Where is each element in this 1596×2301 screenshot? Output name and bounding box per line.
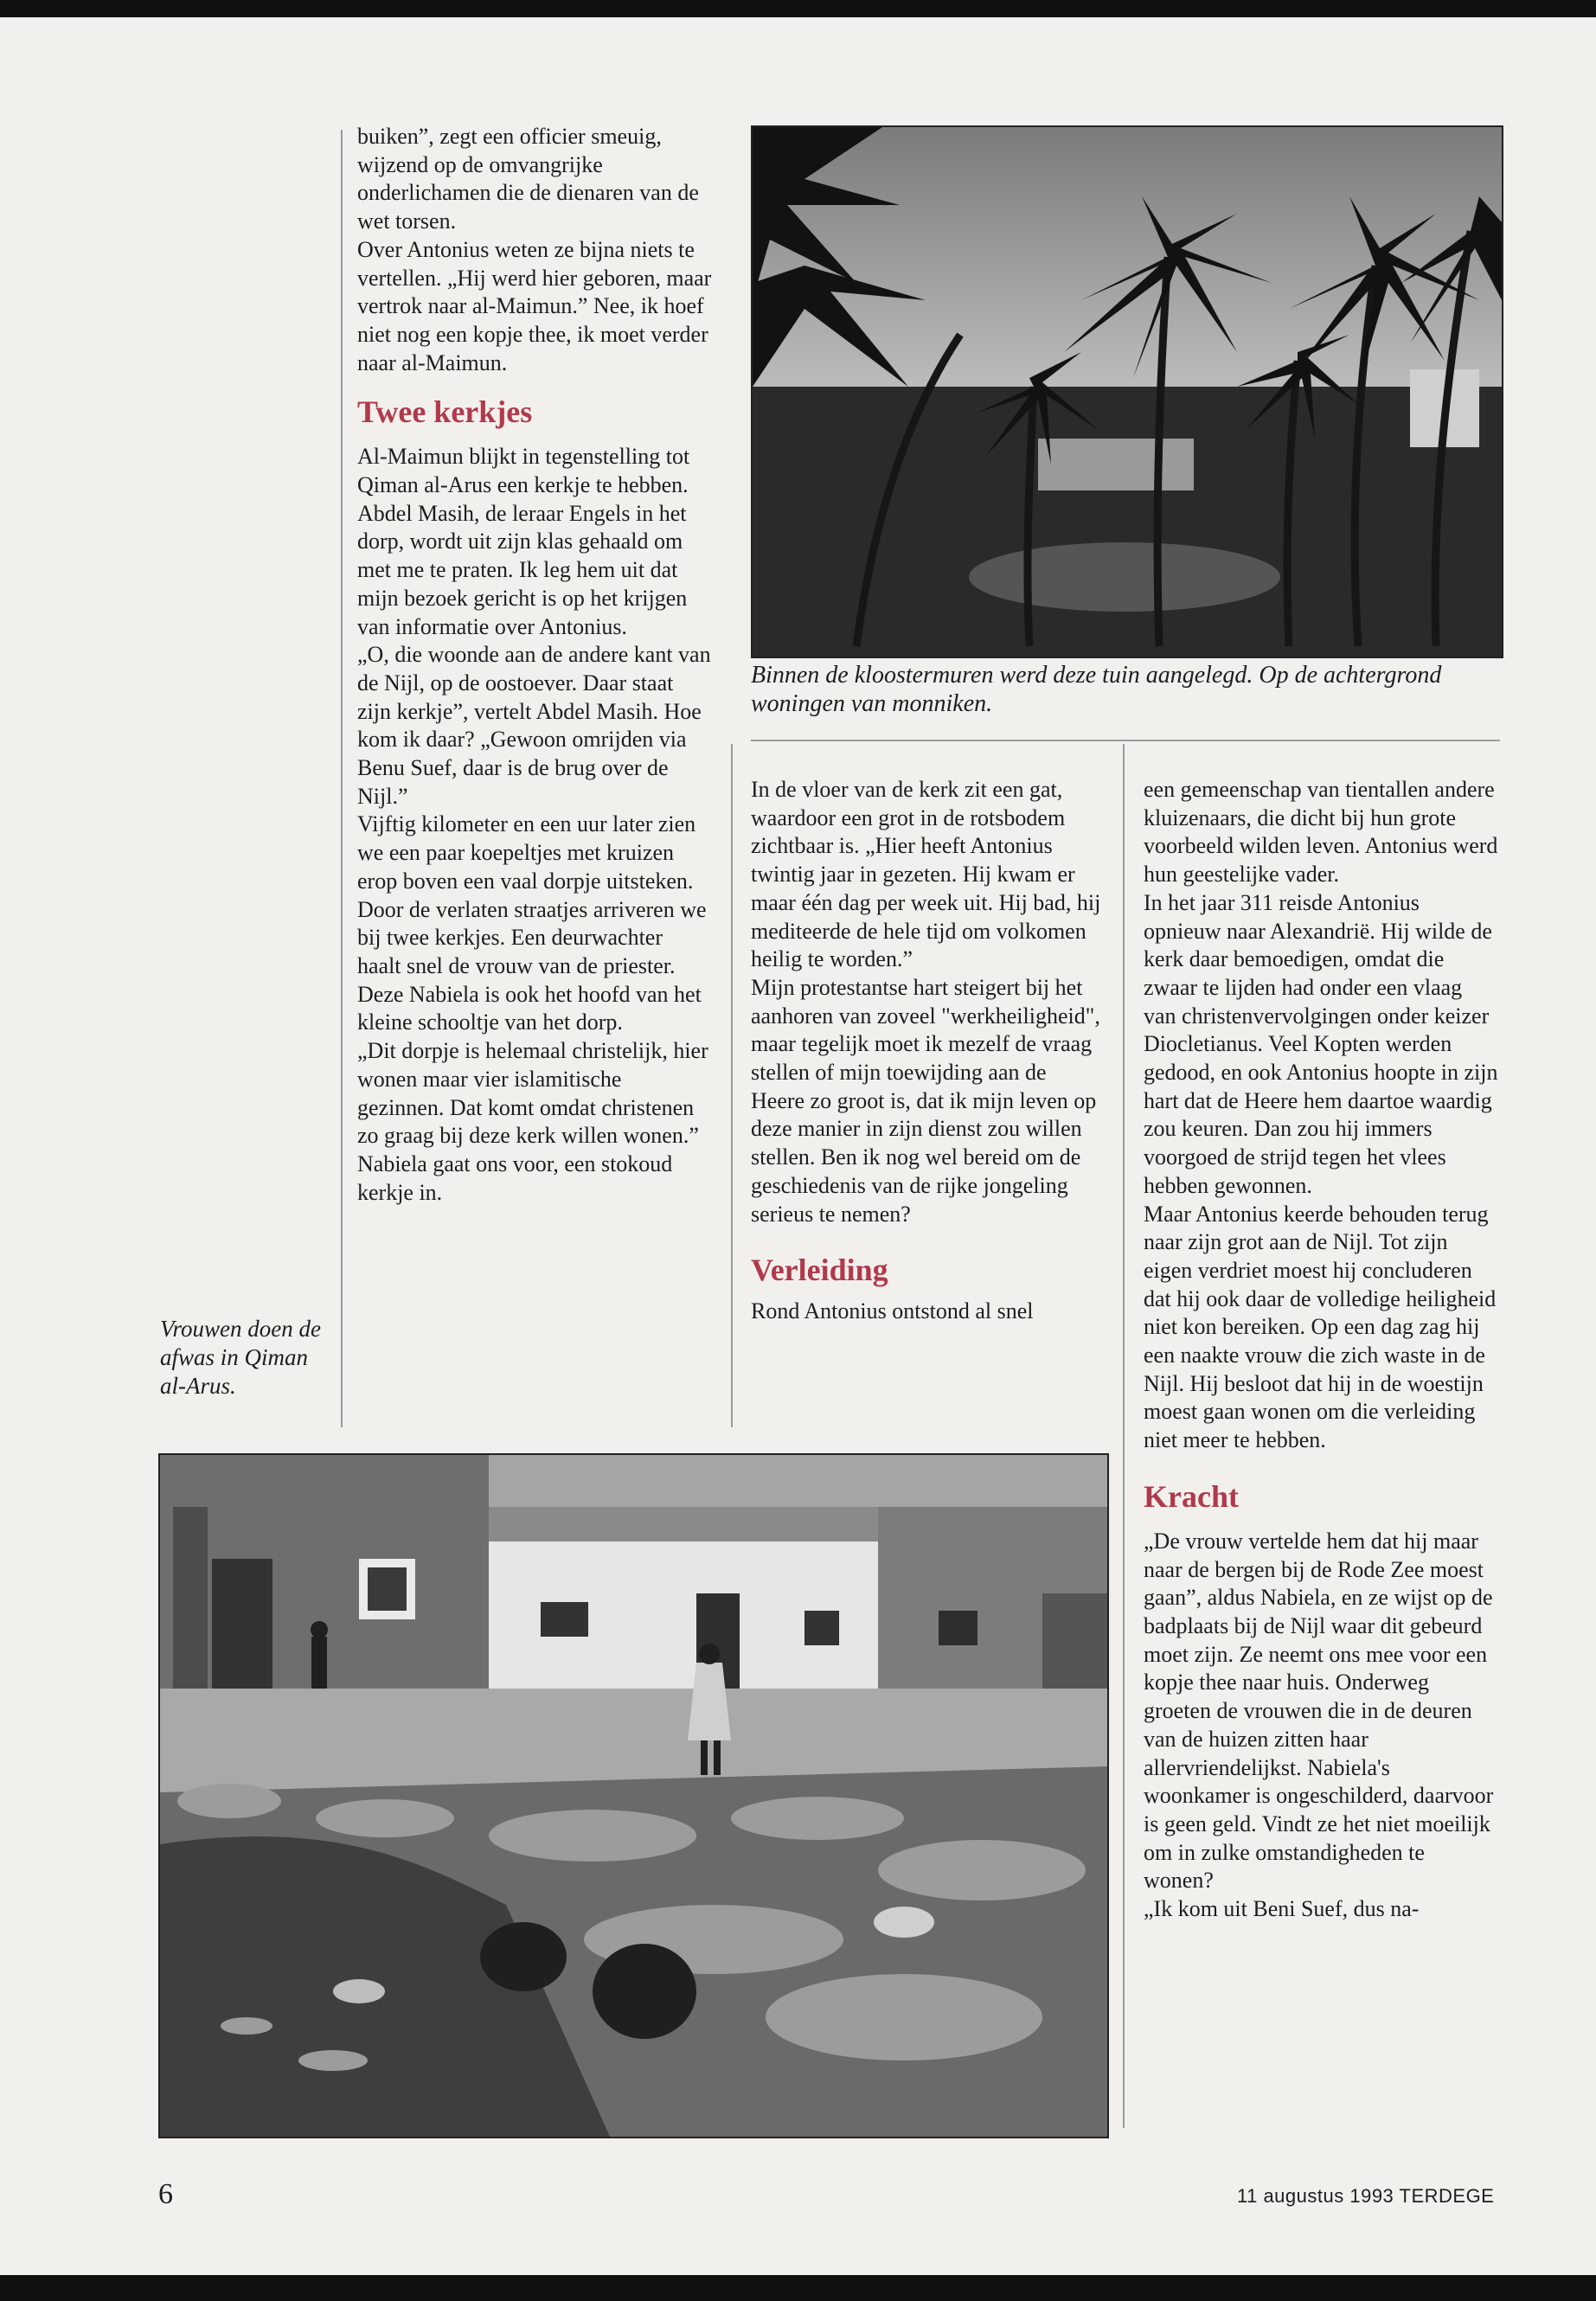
column-rule-left bbox=[341, 130, 343, 1427]
right-paragraph-1: een gemeenschap van tientallen andere kluizenaars, die dicht bij hun grote voorbeeld wilden leven. Antonius werd hun geestelijke vader. bbox=[1144, 777, 1498, 888]
middle-paragraph-1: In de vloer van de kerk zit een gat, waardoor een grot in de rotsbodem zichtbaar is. „Hier heeft Antonius twintig jaar in gezeten. Hij kwam er maar één dag per week uit. Hij bad, hij mediteerde de hele tijd om volkomen heilig te worden.” bbox=[751, 777, 1101, 972]
middle-tail: Rond Antonius ontstond al snel bbox=[751, 1298, 1034, 1324]
page-number: 6 bbox=[158, 2178, 173, 2210]
right-column bbox=[1144, 776, 1500, 1924]
left-intro-2: Over Antonius weten ze bijna niets te vertellen. „Hij werd hier geboren, maar vertrok naar al-Maimun.” Nee, ik hoef niet nog een kopje thee, ik moet verder naar al-Maimun. bbox=[357, 236, 712, 375]
heading-verleiding: Verleiding bbox=[751, 1253, 888, 1288]
bottom-border bbox=[0, 2275, 1596, 2301]
heading-kracht: Kracht bbox=[1144, 1478, 1239, 1514]
caption-rule bbox=[751, 740, 1500, 741]
left-paragraph-1: Al-Maimun blijkt in tegenstelling tot Qiman al-Arus een kerkje te hebben. Abdel Masih, de leraar Engels in het dorp, wordt uit zijn klas gehaald om met me te praten. Ik leg hem uit dat mijn bezoek gericht is op het krijgen van informatie over Antonius. bbox=[357, 444, 690, 639]
middle-column bbox=[751, 776, 1106, 1326]
right-paragraph-5: „Ik kom uit Beni Suef, dus na- bbox=[1144, 1896, 1420, 1922]
column-rule-right bbox=[1123, 744, 1125, 2128]
footer-date-publication: 11 augustus 1993 TERDEGE bbox=[1237, 2185, 1495, 2207]
top-border bbox=[0, 0, 1596, 17]
right-paragraph-2: In het jaar 311 reisde Antonius opnieuw naar Alexandrië. Hij wilde de kerk daar bemoedigen, omdat die zwaar te lijden had onder een vlaag van christenvervolgingen onder keizer Diocletianus. Veel Kopten werden gedood, en ook Antonius hoopte in zijn hart dat de Heere hem daartoe waardig zou keuren. Dan zou hij immers voorgoed de strijd tegen het vlees hebben gewonnen. bbox=[1144, 889, 1498, 1198]
left-intro-1: buiken”, zegt een officier smeuig, wijzend op de omvangrijke onderlichamen die de dienaren van de wet torsen. bbox=[357, 124, 699, 234]
village-photo-caption: Vrouwen doen de afwas in Qiman al-Arus. bbox=[160, 1316, 321, 1399]
village-washing-photo bbox=[158, 1453, 1109, 2138]
heading-twee-kerkjes: Twee kerkjes bbox=[357, 394, 533, 430]
column-rule-mid bbox=[731, 744, 733, 1427]
left-paragraph-3: Vijftig kilometer en een uur later zien we een paar koepeltjes met kruizen erop boven een vaal dorpje uitsteken. Door de verlaten straatjes arriveren we bij twee kerkjes. Een deurwachter haalt snel de vrouw van de priester. Deze Nabiela is ook het hoofd van het kleine schooltje van het dorp. bbox=[357, 811, 707, 1035]
right-paragraph-4: „De vrouw vertelde hem dat hij maar naar de bergen bij de Rode Zee moest gaan”, aldus Nabiela, en ze wijst op de badplaats bij de Nijl waar dit gebeurd moet zijn. Ze neemt ons mee voor een kopje thee naar huis. Onderweg groeten de vrouwen die in de deuren van de huizen zitten haar allervriendelijkst. Nabiela's woonkamer is ongeschilderd, daarvoor is geen geld. Vindt ze het niet moeilijk om in zulke omstandigheden te wonen? bbox=[1144, 1528, 1494, 1894]
middle-paragraph-2: Mijn protestantse hart steigert bij het aanhoren van zoveel "werkheiligheid", maar tegelijk moet ik mezelf de vraag stellen of mijn toewijding aan de Heere zo groot is, dat ik mijn leven op deze manier in zijn dienst zou willen stellen. Ben ik nog wel bereid om de geschiedenis van de rijke jongeling serieus te nemen? bbox=[751, 974, 1100, 1227]
left-paragraph-4: „Dit dorpje is helemaal christelijk, hier wonen maar vier islamitische gezinnen. Dat komt omdat christenen zo graag bij deze kerk willen wonen.” Nabiela gaat ons voor, een stokoud kerkje in. bbox=[357, 1038, 708, 1205]
palm-garden-photo bbox=[751, 125, 1503, 658]
left-column bbox=[357, 123, 712, 1207]
left-paragraph-2: „O, die woonde aan de andere kant van de Nijl, op de oostoever. Daar staat zijn kerkje”, vertelt Abdel Masih. Hoe kom ik daar? „Gewoon omrijden via Benu Suef, daar is de brug over de Nijl.” bbox=[357, 642, 711, 809]
right-paragraph-3: Maar Antonius keerde behouden terug naar zijn grot aan de Nijl. Tot zijn eigen verdriet moest hij concluderen dat hij ook daar de volledige heiligheid niet kon bereiken. Op een dag zag hij een naakte vrouw die zich waste in de Nijl. Hij besloot dat hij in de woestijn moest gaan wonen om die verleiding niet meer te hebben. bbox=[1144, 1201, 1497, 1453]
palm-photo-caption: Binnen de kloostermuren werd deze tuin aangelegd. Op de achtergrond woningen van monniken. bbox=[751, 662, 1442, 717]
